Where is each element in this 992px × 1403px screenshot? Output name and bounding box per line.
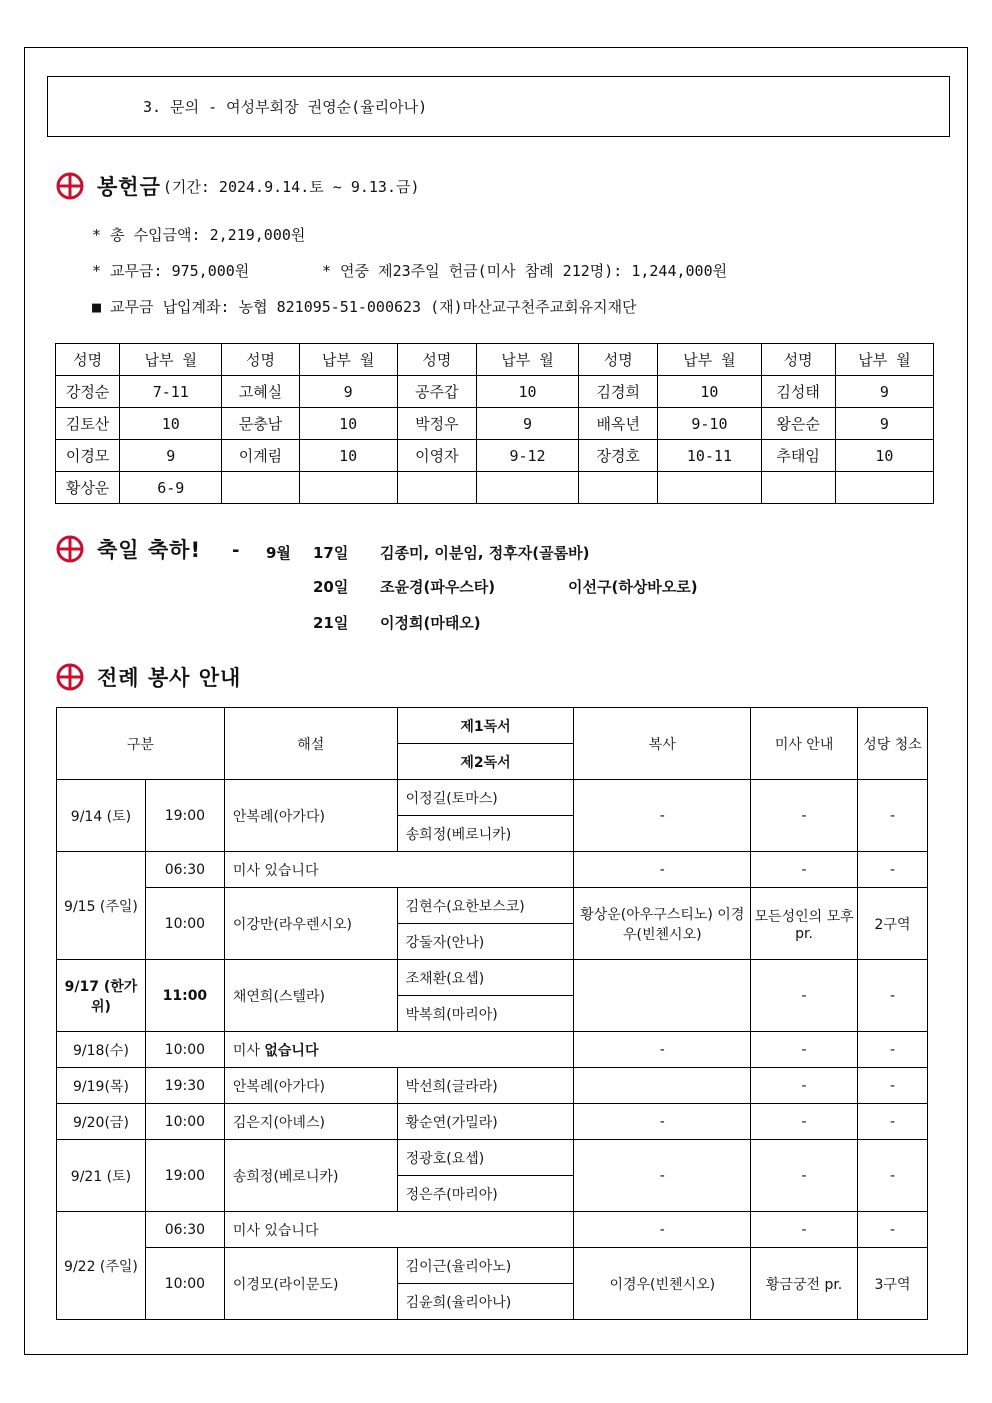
service-reader1: 김현수(요한보스코) xyxy=(397,888,574,924)
donor-month xyxy=(476,472,578,504)
donor-name: 황상운 xyxy=(56,472,120,504)
service-server: - xyxy=(574,780,751,852)
donor-month: 9 xyxy=(299,376,397,408)
service-commentary: 송희정(베로니카) xyxy=(224,1140,397,1212)
service-server: - xyxy=(574,1212,751,1248)
col-month: 납부 월 xyxy=(120,344,222,376)
donor-month: 10-11 xyxy=(658,440,761,472)
birthday-day: 17일 xyxy=(313,544,349,562)
offering-heading xyxy=(55,171,420,201)
header-commentary: 해설 xyxy=(224,708,397,780)
donor-month xyxy=(835,472,933,504)
service-note: 미사 있습니다 xyxy=(224,852,574,888)
service-cleaning: - xyxy=(858,1032,928,1068)
service-usher: 황금궁전 pr. xyxy=(751,1248,858,1320)
birthday-day: 21일 xyxy=(313,614,349,632)
birthday-names: 이정희(마태오) xyxy=(380,614,481,632)
service-commentary: 이강만(라우렌시오) xyxy=(224,888,397,960)
birthday-heading xyxy=(55,534,201,564)
birthday-month: 9월 xyxy=(266,544,291,562)
service-usher: - xyxy=(751,1032,858,1068)
service-reader1: 황순연(가밀라) xyxy=(397,1104,574,1140)
donor-month: 9-12 xyxy=(476,440,578,472)
donor-month: 9 xyxy=(120,440,222,472)
table-row xyxy=(57,1104,928,1140)
service-usher: - xyxy=(751,1104,858,1140)
service-reader2: 박복희(마리아) xyxy=(397,996,574,1032)
service-header-row xyxy=(57,708,928,744)
service-cleaning: - xyxy=(858,780,928,852)
donor-name: 강정순 xyxy=(56,376,120,408)
service-reader1: 조채환(요셉) xyxy=(397,960,574,996)
service-date: 9/17 (한가위) xyxy=(57,960,146,1032)
header-category: 구분 xyxy=(57,708,225,780)
donor-name: 추태임 xyxy=(761,440,835,472)
table-row xyxy=(56,472,934,504)
service-usher: - xyxy=(751,1140,858,1212)
birthday-names: 김종미, 이분임, 정후자(골롬바) xyxy=(380,544,590,562)
service-commentary: 안복례(아가다) xyxy=(224,780,397,852)
service-commentary: 채연희(스텔라) xyxy=(224,960,397,1032)
header-server: 복사 xyxy=(574,708,751,780)
header-reader2: 제2독서 xyxy=(397,744,574,780)
cross-circle-icon xyxy=(55,171,85,201)
donor-name: 김토산 xyxy=(56,408,120,440)
donor-month xyxy=(658,472,761,504)
service-commentary: 안복례(아가다) xyxy=(224,1068,397,1104)
service-time: 19:00 xyxy=(145,1140,224,1212)
service-usher: - xyxy=(751,1212,858,1248)
birthday-dash: - xyxy=(232,540,240,561)
donor-month: 10 xyxy=(658,376,761,408)
donor-month: 9 xyxy=(476,408,578,440)
donor-name: 공주갑 xyxy=(397,376,476,408)
service-note: 미사 있습니다 xyxy=(224,1212,574,1248)
donor-month: 10 xyxy=(120,408,222,440)
offering-sunday: * 연중 제23주일 헌금(미사 참례 212명): 1,244,000원 xyxy=(322,262,728,280)
donor-name: 왕은순 xyxy=(761,408,835,440)
donor-month: 9-10 xyxy=(658,408,761,440)
col-name: 성명 xyxy=(397,344,476,376)
birthday-names: 이선구(하상바오로) xyxy=(568,578,698,596)
donor-name xyxy=(579,472,658,504)
col-month: 납부 월 xyxy=(299,344,397,376)
table-row xyxy=(57,852,928,888)
service-usher: - xyxy=(751,780,858,852)
service-time: 19:30 xyxy=(145,1068,224,1104)
table-row xyxy=(57,1212,928,1248)
service-server: 황상운(아우구스티노) 이경우(빈첸시오) xyxy=(574,888,751,960)
col-name: 성명 xyxy=(579,344,658,376)
donor-month: 9 xyxy=(835,408,933,440)
birthday-day: 20일 xyxy=(313,578,349,596)
service-cleaning: - xyxy=(858,960,928,1032)
service-title: 전례 봉사 안내 xyxy=(97,666,242,690)
cross-circle-icon xyxy=(55,662,85,692)
donor-name: 이계림 xyxy=(222,440,299,472)
service-reader1: 박선희(글라라) xyxy=(397,1068,574,1104)
service-time: 10:00 xyxy=(145,1248,224,1320)
donor-name: 박정우 xyxy=(397,408,476,440)
donor-name xyxy=(761,472,835,504)
col-name: 성명 xyxy=(222,344,299,376)
service-time: 10:00 xyxy=(145,888,224,960)
service-commentary: 이경모(라이문도) xyxy=(224,1248,397,1320)
service-server: - xyxy=(574,1032,751,1068)
service-heading xyxy=(55,662,241,692)
donor-name: 장경호 xyxy=(579,440,658,472)
service-reader2: 송희정(베로니카) xyxy=(397,816,574,852)
service-server xyxy=(574,960,751,1032)
service-cleaning: 2구역 xyxy=(858,888,928,960)
service-date: 9/20(금) xyxy=(57,1104,146,1140)
service-date: 9/21 (토) xyxy=(57,1140,146,1212)
header-reader1: 제1독서 xyxy=(397,708,574,744)
table-row xyxy=(57,780,928,816)
donor-month: 10 xyxy=(299,408,397,440)
service-note-a: 미사 xyxy=(232,1042,265,1059)
table-row xyxy=(57,1248,928,1284)
table-row xyxy=(57,1068,928,1104)
cross-circle-icon xyxy=(55,534,85,564)
offering-parish-fee: * 교무금: 975,000원 xyxy=(92,262,250,280)
table-row xyxy=(56,440,934,472)
service-date: 9/14 (토) xyxy=(57,780,146,852)
donor-name: 고혜실 xyxy=(222,376,299,408)
table-row xyxy=(57,1140,928,1176)
donor-month: 6-9 xyxy=(120,472,222,504)
service-reader2: 강둘자(안나) xyxy=(397,924,574,960)
service-reader1: 정광호(요셉) xyxy=(397,1140,574,1176)
service-cleaning: - xyxy=(858,1212,928,1248)
service-date: 9/19(목) xyxy=(57,1068,146,1104)
service-time: 19:00 xyxy=(145,780,224,852)
service-server: - xyxy=(574,1140,751,1212)
col-name: 성명 xyxy=(56,344,120,376)
service-cleaning: - xyxy=(858,1140,928,1212)
col-month: 납부 월 xyxy=(835,344,933,376)
donor-month: 10 xyxy=(299,440,397,472)
service-reader2: 김윤희(율리아나) xyxy=(397,1284,574,1320)
service-cleaning: - xyxy=(858,852,928,888)
service-cleaning: - xyxy=(858,1104,928,1140)
birthday-names: 조윤경(파우스타) xyxy=(380,578,496,596)
donor-month: 9 xyxy=(835,376,933,408)
donor-name: 배옥년 xyxy=(579,408,658,440)
donor-name xyxy=(397,472,476,504)
offering-title: 봉헌금 xyxy=(97,175,161,199)
service-time: 06:30 xyxy=(145,1212,224,1248)
donor-name: 김경희 xyxy=(579,376,658,408)
service-date: 9/18(수) xyxy=(57,1032,146,1068)
service-reader1: 김이근(율리아노) xyxy=(397,1248,574,1284)
table-row xyxy=(56,408,934,440)
service-time: 06:30 xyxy=(145,852,224,888)
donor-month: 10 xyxy=(476,376,578,408)
header-cleaning: 성당 청소 xyxy=(858,708,928,780)
service-usher: 모든성인의 모후 pr. xyxy=(751,888,858,960)
offering-total: * 총 수입금액: 2,219,000원 xyxy=(92,226,306,244)
service-cleaning: 3구역 xyxy=(858,1248,928,1320)
donor-month: 7-11 xyxy=(120,376,222,408)
table-row xyxy=(57,888,928,924)
service-time: 10:00 xyxy=(145,1032,224,1068)
donor-name: 김성태 xyxy=(761,376,835,408)
service-reader2: 정은주(마리아) xyxy=(397,1176,574,1212)
table-row xyxy=(56,376,934,408)
col-month: 납부 월 xyxy=(476,344,578,376)
service-server xyxy=(574,1068,751,1104)
col-month: 납부 월 xyxy=(658,344,761,376)
service-server: 이경우(빈첸시오) xyxy=(574,1248,751,1320)
service-reader1: 이정길(토마스) xyxy=(397,780,574,816)
donor-name: 이경모 xyxy=(56,440,120,472)
col-name: 성명 xyxy=(761,344,835,376)
offering-period: (기간: 2024.9.14.토 ~ 9.13.금) xyxy=(162,177,420,196)
birthday-title: 축일 축하! xyxy=(97,538,202,562)
donor-name xyxy=(222,472,299,504)
service-usher: - xyxy=(751,960,858,1032)
service-cleaning: - xyxy=(858,1068,928,1104)
offering-account: ■ 교무금 납입계좌: 농협 821095-51-000623 (재)마산교구천주교회유지재단 xyxy=(92,298,637,316)
donor-name: 문충남 xyxy=(222,408,299,440)
service-note-b: 없습니다 xyxy=(264,1042,319,1059)
service-date: 9/15 (주일) xyxy=(57,852,146,960)
donor-table xyxy=(55,343,934,504)
service-time: 10:00 xyxy=(145,1104,224,1140)
donor-month xyxy=(299,472,397,504)
notice-box xyxy=(47,76,950,137)
table-row xyxy=(57,960,928,996)
table-row xyxy=(57,1032,928,1068)
service-time: 11:00 xyxy=(145,960,224,1032)
service-server: - xyxy=(574,852,751,888)
service-server: - xyxy=(574,1104,751,1140)
donor-header-row xyxy=(56,344,934,376)
notice-text: 3. 문의 - 여성부회장 권영순(율리아나) xyxy=(143,98,428,116)
donor-name: 이영자 xyxy=(397,440,476,472)
service-note xyxy=(224,1032,574,1068)
header-usher: 미사 안내 xyxy=(751,708,858,780)
service-usher: - xyxy=(751,852,858,888)
service-commentary: 김은지(아녜스) xyxy=(224,1104,397,1140)
service-table xyxy=(56,707,928,1320)
service-date: 9/22 (주일) xyxy=(57,1212,146,1320)
donor-month: 10 xyxy=(835,440,933,472)
service-usher: - xyxy=(751,1068,858,1104)
